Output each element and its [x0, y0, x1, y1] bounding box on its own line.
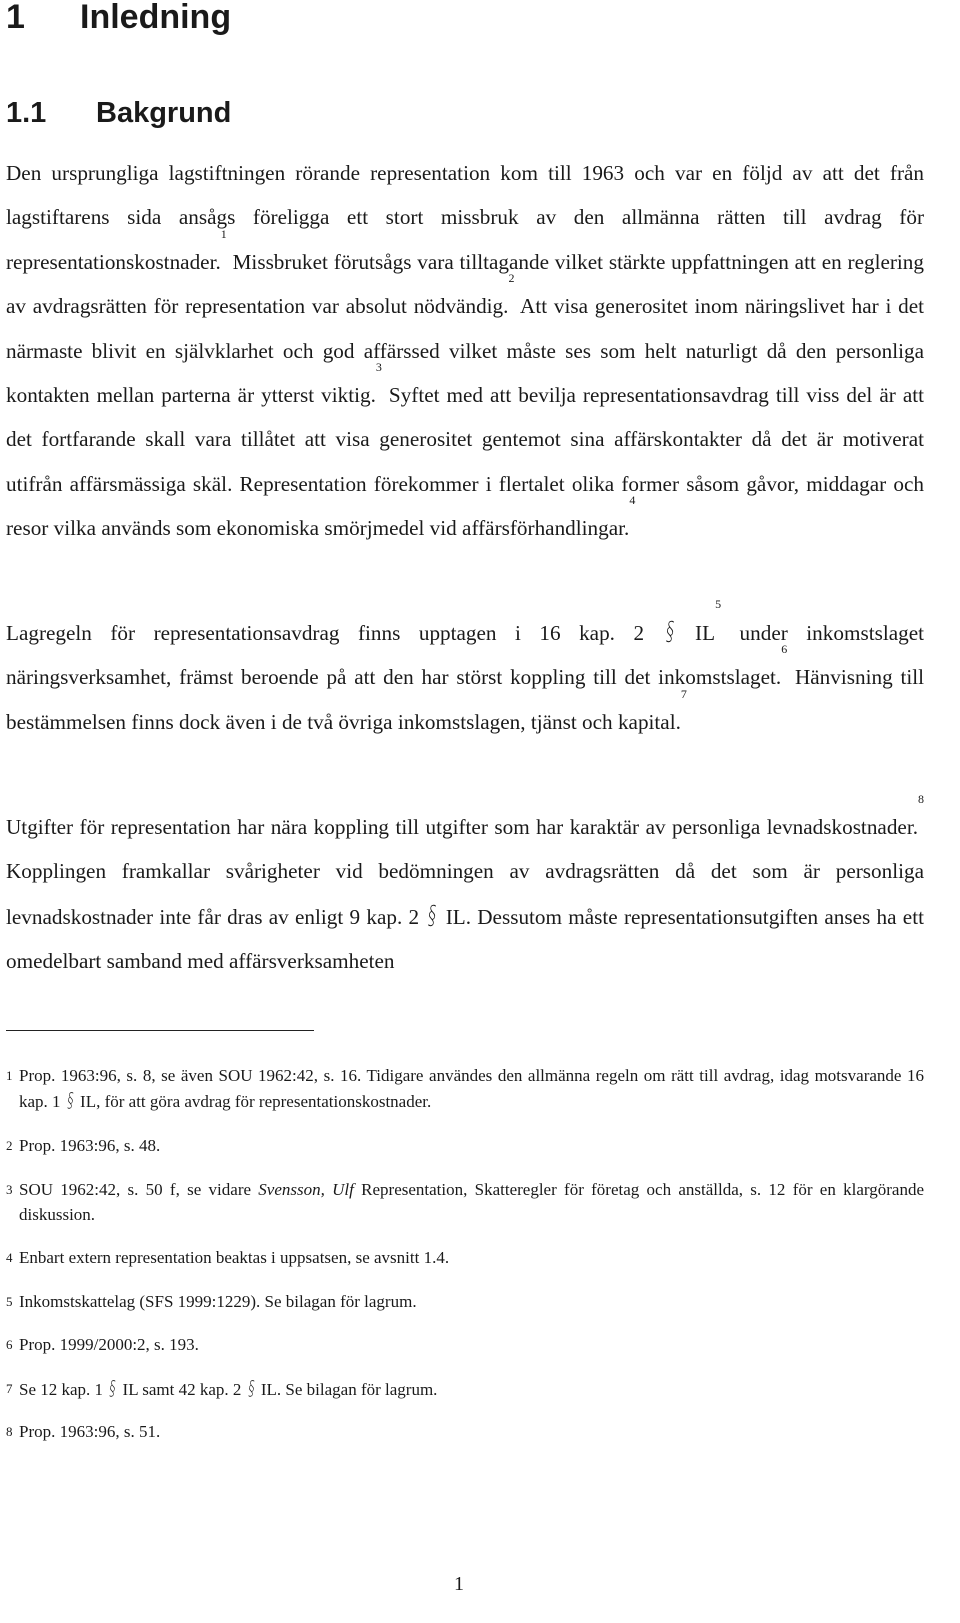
section-sign-icon: § [663, 617, 676, 647]
footnote-text: Enbart extern representation beaktas i uppsatsen, se avsnitt 1.4. [19, 1248, 450, 1267]
footnote-text: Representation, Skatteregler för företag och anställda, s. 12 för en klargörande diskussion. [19, 1180, 924, 1224]
footnote-text: IL, för att göra avdrag för representationskostnader. [75, 1092, 432, 1111]
text-run: Lagregeln för representationsavdrag finns upptagen i 16 kap. 2 [6, 621, 663, 645]
text-run: Missbruket förutsågs vara tilltagande vilket stärkte uppfattningen att en reglering av avdragsrätten för representation var absolut nödvändig. [6, 249, 924, 319]
footnote-text: SOU 1962:42, s. 50 f, se vidare [19, 1180, 259, 1199]
page-number: 1 [454, 1573, 464, 1595]
chapter-title: Inledning [80, 0, 232, 36]
footnote-number: 2 [6, 1138, 13, 1153]
footnote-6 [6, 1332, 924, 1357]
footnote-7 [6, 1376, 924, 1402]
text-run: Hänvisning till bestämmelsen finns dock även i de två övriga inkomstslagen, tjänst och kapital. [6, 665, 924, 734]
footnote-number: 4 [6, 1250, 13, 1265]
paragraph-background [6, 151, 924, 551]
section-title: Bakgrund [96, 97, 232, 129]
footnote-ref[interactable]: 2 [508, 271, 515, 286]
footnote-text: Inkomstskattelag (SFS 1999:1229). Se bilagan för lagrum. [19, 1292, 417, 1311]
footnote-separator [6, 1030, 314, 1031]
footnote-number: 3 [6, 1182, 13, 1197]
section-sign-icon: § [426, 900, 439, 931]
section-sign-icon: § [65, 1088, 75, 1112]
footnote-ref[interactable]: 7 [680, 686, 687, 701]
paragraph-expenses [6, 792, 924, 984]
footnote-number: 1 [6, 1068, 13, 1083]
footnote-8 [6, 1419, 924, 1444]
footnote-ref[interactable]: 4 [629, 493, 636, 508]
text-run: Att visa generositet inom näringslivet har i det närmaste blivit en självklarhet och god affärssed vilket måste ses som helt naturligt då den personliga kontakten mellan parterna är ytterst viktig. [6, 294, 924, 408]
footnote-text: IL. Se bilagan för lagrum. [256, 1380, 438, 1399]
footnote-2 [6, 1133, 924, 1158]
text-run: Den ursprungliga lagstiftningen rörande representation kom till 1963 och var en följd av att det från lagstiftarens sida ansågs föreligga ett stort missbruk av den allmänna rätten till avdrag för representationskostnader. [6, 161, 924, 274]
footnote-3 [6, 1177, 924, 1227]
section-sign-icon: § [108, 1376, 118, 1400]
section-number: 1.1 [6, 97, 47, 129]
footnote-text: Prop. 1963:96, s. 48. [19, 1136, 161, 1155]
footnote-5 [6, 1289, 924, 1314]
footnote-number: 8 [6, 1424, 13, 1439]
text-run: IL. Dessutom måste representationsutgiften anses ha ett omedelbart samband med affärsverksamheten [6, 904, 924, 974]
text-run: under inkomstslaget näringsverksamhet, främst beroende på att den har störst koppling till det inkomstslaget. [6, 621, 924, 690]
footnote-text: IL samt 42 kap. 2 [118, 1380, 246, 1399]
footnote-number: 7 [6, 1381, 13, 1396]
footnote-ref[interactable]: 6 [781, 642, 788, 657]
paragraph-rule [6, 597, 924, 744]
footnote-ref[interactable]: 3 [375, 360, 382, 375]
footnote-text: Prop. 1963:96, s. 8, se även SOU 1962:42, s. 16. Tidigare användes den allmänna regeln om rätt till avdrag, idag motsvarande 16 kap. 1 [19, 1066, 924, 1111]
footnote-1 [6, 1063, 924, 1114]
footnote-ref[interactable]: 5 [715, 597, 722, 611]
text-run: IL [676, 621, 716, 645]
footnote-4 [6, 1245, 924, 1270]
footnote-text: Prop. 1963:96, s. 51. [19, 1422, 161, 1441]
chapter-number: 1 [6, 0, 25, 36]
section-heading [6, 95, 231, 131]
footnote-number: 5 [6, 1294, 13, 1309]
footnote-ref[interactable]: 8 [918, 792, 924, 806]
text-run: Utgifter för representation har nära koppling till utgifter som har karaktär av personliga levnadskostnader. [6, 815, 918, 839]
footnote-ref[interactable]: 1 [220, 226, 227, 241]
footnote-text: Se 12 kap. 1 [19, 1380, 108, 1399]
chapter-heading [6, 0, 231, 37]
footnote-text: Prop. 1999/2000:2, s. 193. [19, 1335, 199, 1354]
footnote-number: 6 [6, 1337, 13, 1352]
footnote-author: Svensson, Ulf [258, 1180, 354, 1199]
section-sign-icon: § [246, 1376, 256, 1400]
text-run: Syftet med att bevilja representationsavdrag till viss del är att det fortfarande skall vara tillåtet att visa generositet gentemot sina affärskontakter då det är motiverat utifrån affärsmässiga skäl. Representation förekommer i flertalet olika former såsom gåvor, middagar och resor vilka används som ekonomiska smörjmedel vid affärsförhandlingar. [6, 383, 924, 541]
text-run: Kopplingen framkallar svårigheter vid bedömningen av avdragsrätten då det som är personliga levnadskostnader inte får dras av enligt 9 kap. 2 [6, 859, 924, 929]
